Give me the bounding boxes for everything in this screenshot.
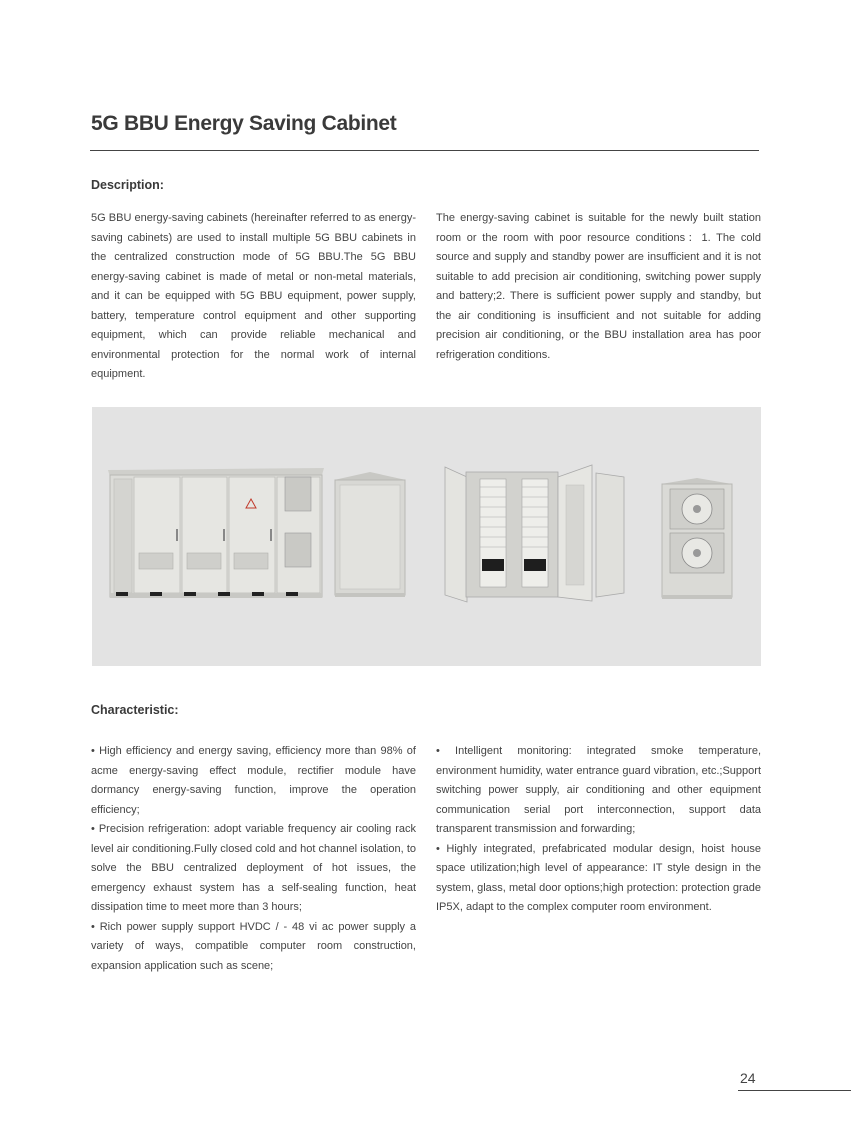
characteristic-right-list: [436, 742, 761, 918]
cabinet-large-image: [108, 468, 324, 598]
list-item: • High efficiency and energy saving, efficiency more than 98% of acme energy-saving effect module, rectifier module have dormancy energy-saving function, improve the operation efficiency;: [91, 745, 416, 816]
description-left-paragraph: 5G BBU energy-saving cabinets (hereinafter referred to as energy-saving cabinets) are used to install multiple 5G BBU cabinets in the centralized construction mode of 5G BBU.The 5G BBU energy-saving cabinet is made of metal or non-metal materials, and it can be equipped with 5G BBU equipment, power supply, battery, temperature control equipment and other supporting equipment, which can provide reliable mechanical and environmental protection for the normal work of internal equipment.: [91, 212, 416, 380]
description-right-paragraph: The energy-saving cabinet is suitable for the newly built station room or the room with poor resource conditions：1. The cold source and supply and standby power are insufficient and it is not suitable to add precision air conditioning, switching power supply and battery;2. There is sufficient power supply and standby, but the air conditioning is insufficient and not suitable for adding precision air conditioning, or the BBU installation area has poor refrigeration conditions.: [436, 212, 761, 361]
cabinet-single-image: [334, 472, 406, 597]
cabinet-ac-image: [661, 478, 732, 599]
list-item: • Rich power supply support HVDC / - 48 vi ac power supply a variety of ways, compatible computer room construction, expansion application such as scene;: [91, 920, 416, 972]
list-item: • Precision refrigeration: adopt variable frequency air cooling rack level air conditioning.Fully closed cold and hot channel isolation, to solve the BBU centralized deployment of hot issues, the emergency exhaust system has a self-sealing function, heat dissipation time to meet more than 3 hours;: [91, 823, 416, 913]
description-heading: Description:: [91, 178, 164, 192]
characteristic-heading: Characteristic:: [91, 703, 179, 717]
product-photo-panel: [92, 407, 761, 666]
page-number-rule: [738, 1090, 851, 1091]
characteristic-left-list: [91, 742, 416, 976]
list-item: • Intelligent monitoring: integrated smoke temperature, environment humidity, water entrance guard vibration, etc.;Support switching power supply, air conditioning and other equipment communication serial port interconnection, support data transparent transmission and forwarding;: [436, 745, 761, 835]
page-number: 24: [740, 1070, 756, 1086]
page-title: 5G BBU Energy Saving Cabinet: [91, 112, 397, 135]
list-item: • Highly integrated, prefabricated modular design, hoist house space utilization;high level of appearance: IT style design in the system, glass, metal door options;high protection: protection grade IP5X, adapt to the complex computer room environment.: [436, 842, 761, 913]
cabinet-open-image: [445, 465, 624, 602]
title-divider: [90, 150, 759, 151]
